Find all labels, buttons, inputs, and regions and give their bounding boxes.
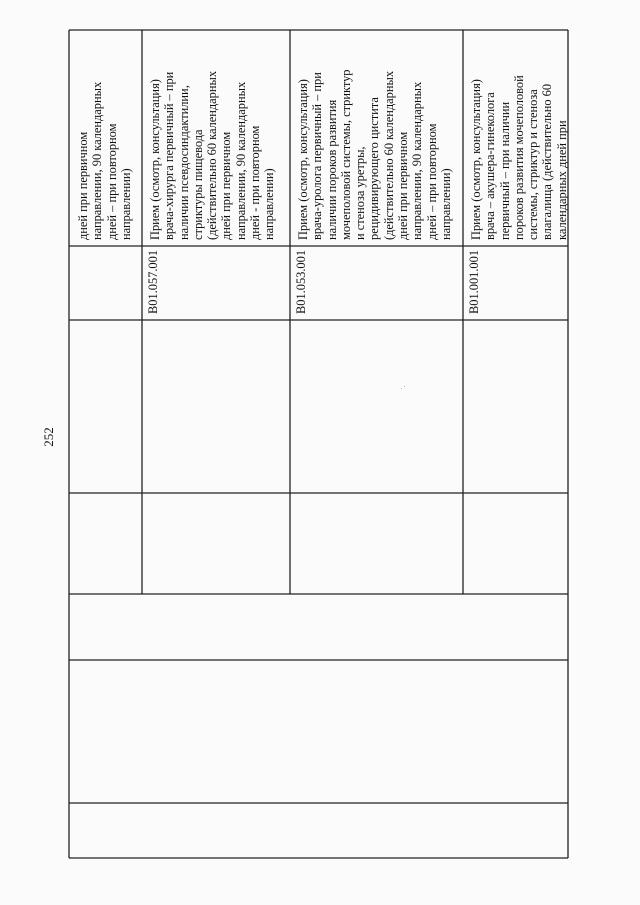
row-3-code: B01.001.001: [467, 249, 481, 314]
row-0-description: дней при первичном направлении, 90 календарных дней – при повторном направлении): [76, 81, 133, 240]
page-number: 252: [41, 427, 56, 447]
row-2-description: Прием (осмотр, консультация) врача-уролога первичный – при наличии пороков развития мочеполовой системы, стриктур и стеноза уретры, рецидивирующего цистита (действительно 60 календарных дней при первичном направлении, 90 календарных дней – при повторном направлении): [296, 69, 453, 240]
scan-speck: [401, 388, 402, 389]
row-1-code: B01.057.001: [146, 249, 160, 314]
row-2-code: B01.053.001: [294, 249, 308, 314]
scan-speck: [404, 386, 405, 387]
row-3-description: Прием (осмотр, консультация) врача – акушера-гинеколога первичный – при наличии пороков развития мочеполовой системы, стриктур и стеноза влагалища (действительно 60 календарных дней при: [469, 75, 569, 240]
row-1-description: Прием (осмотр, консультация) врача-хирурга первичный – при наличии псевдосиндактилии, стриктуры пищевода (действительно 60 календарных дней при первичном направлении, 90 календарных дней - при повторном направлении): [148, 70, 277, 240]
